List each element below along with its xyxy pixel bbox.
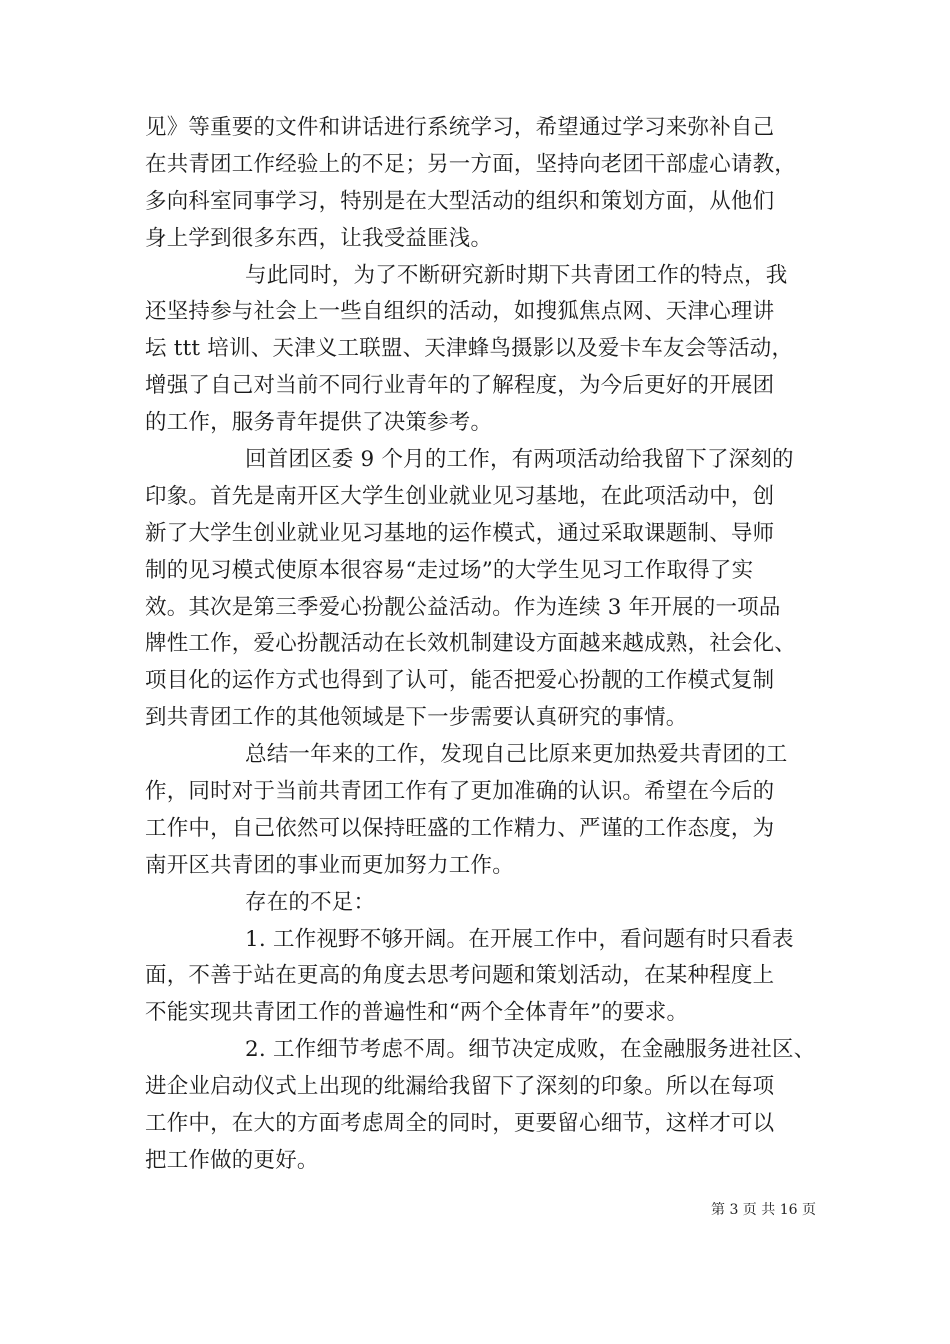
text-line: 总结一年来的工作，发现自己比原来更加热爱共青团的工 <box>245 742 788 768</box>
text-line: 到共青团工作的其他领域是下一步需要认真研究的事情。 <box>145 705 688 731</box>
text-line: 回首团区委 9 个月的工作，有两项活动给我留下了深刻的 <box>245 447 794 473</box>
paragraph <box>145 110 810 258</box>
text-line: 把工作做的更好。 <box>145 1147 319 1173</box>
list-item <box>145 1032 816 1180</box>
paragraph <box>145 258 810 442</box>
text-line: 的工作，服务青年提供了决策参考。 <box>145 410 493 436</box>
text-line: 增强了自己对当前不同行业青年的了解程度，为今后更好的开展团 <box>145 373 775 399</box>
text-line: 多向科室同事学习，特别是在大型活动的组织和策划方面，从他们 <box>145 188 775 214</box>
section-heading <box>145 885 810 922</box>
paragraph <box>145 737 810 885</box>
text-line: 1. 工作视野不够开阔。在开展工作中，看问题有时只看表 <box>245 926 794 952</box>
text-line: 进企业启动仪式上出现的纰漏给我留下了深刻的印象。所以在每项 <box>145 1074 775 1100</box>
text-line: 还坚持参与社会上一些自组织的活动，如搜狐焦点网、天津心理讲 <box>145 299 775 325</box>
text-line: 与此同时，为了不断研究新时期下共青团工作的特点，我 <box>245 262 788 288</box>
text-line: 牌性工作，爱心扮靓活动在长效机制建设方面越来越成熟，社会化、 <box>145 631 797 657</box>
text-line: 面，不善于站在更高的角度去思考问题和策划活动，在某种程度上 <box>145 963 775 989</box>
text-line: 存在的不足： <box>245 889 376 915</box>
text-line: 工作中，在大的方面考虑周全的同时，更要留心细节，这样才可以 <box>145 1111 775 1137</box>
document-body <box>145 110 816 1180</box>
text-line: 不能实现共青团工作的普遍性和“两个全体青年”的要求。 <box>145 1000 689 1026</box>
text-line: 身上学到很多东西，让我受益匪浅。 <box>145 225 493 251</box>
page-number: 第 3 页 共 16 页 <box>711 1202 816 1218</box>
paragraph <box>145 442 810 737</box>
text-line: 印象。首先是南开区大学生创业就业见习基地，在此项活动中，创 <box>145 483 775 509</box>
text-line: 效。其次是第三季爱心扮靓公益活动。作为连续 3 年开展的一项品 <box>145 594 781 620</box>
text-line: 工作中，自己依然可以保持旺盛的工作精力、严谨的工作态度，为 <box>145 815 775 841</box>
text-line: 坛 ttt 培训、天津义工联盟、天津蜂鸟摄影以及爱卡车友会等活动， <box>145 336 794 362</box>
text-line: 作，同时对于当前共青团工作有了更加准确的认识。希望在今后的 <box>145 779 775 805</box>
text-line: 南开区共青团的事业而更加努力工作。 <box>145 852 514 878</box>
text-line: 在共青团工作经验上的不足；另一方面，坚持向老团干部虚心请教， <box>145 151 797 177</box>
text-line: 2. 工作细节考虑不周。细节决定成败，在金融服务进社区、 <box>245 1037 816 1063</box>
list-item <box>145 922 810 1033</box>
text-line: 项目化的运作方式也得到了认可，能否把爱心扮靓的工作模式复制 <box>145 668 775 694</box>
text-line: 新了大学生创业就业见习基地的运作模式，通过采取课题制、导师 <box>145 520 775 546</box>
text-line: 见》等重要的文件和讲话进行系统学习，希望通过学习来弥补自己 <box>145 115 775 140</box>
text-line: 制的见习模式使原本很容易“走过场”的大学生见习工作取得了实 <box>145 557 754 583</box>
